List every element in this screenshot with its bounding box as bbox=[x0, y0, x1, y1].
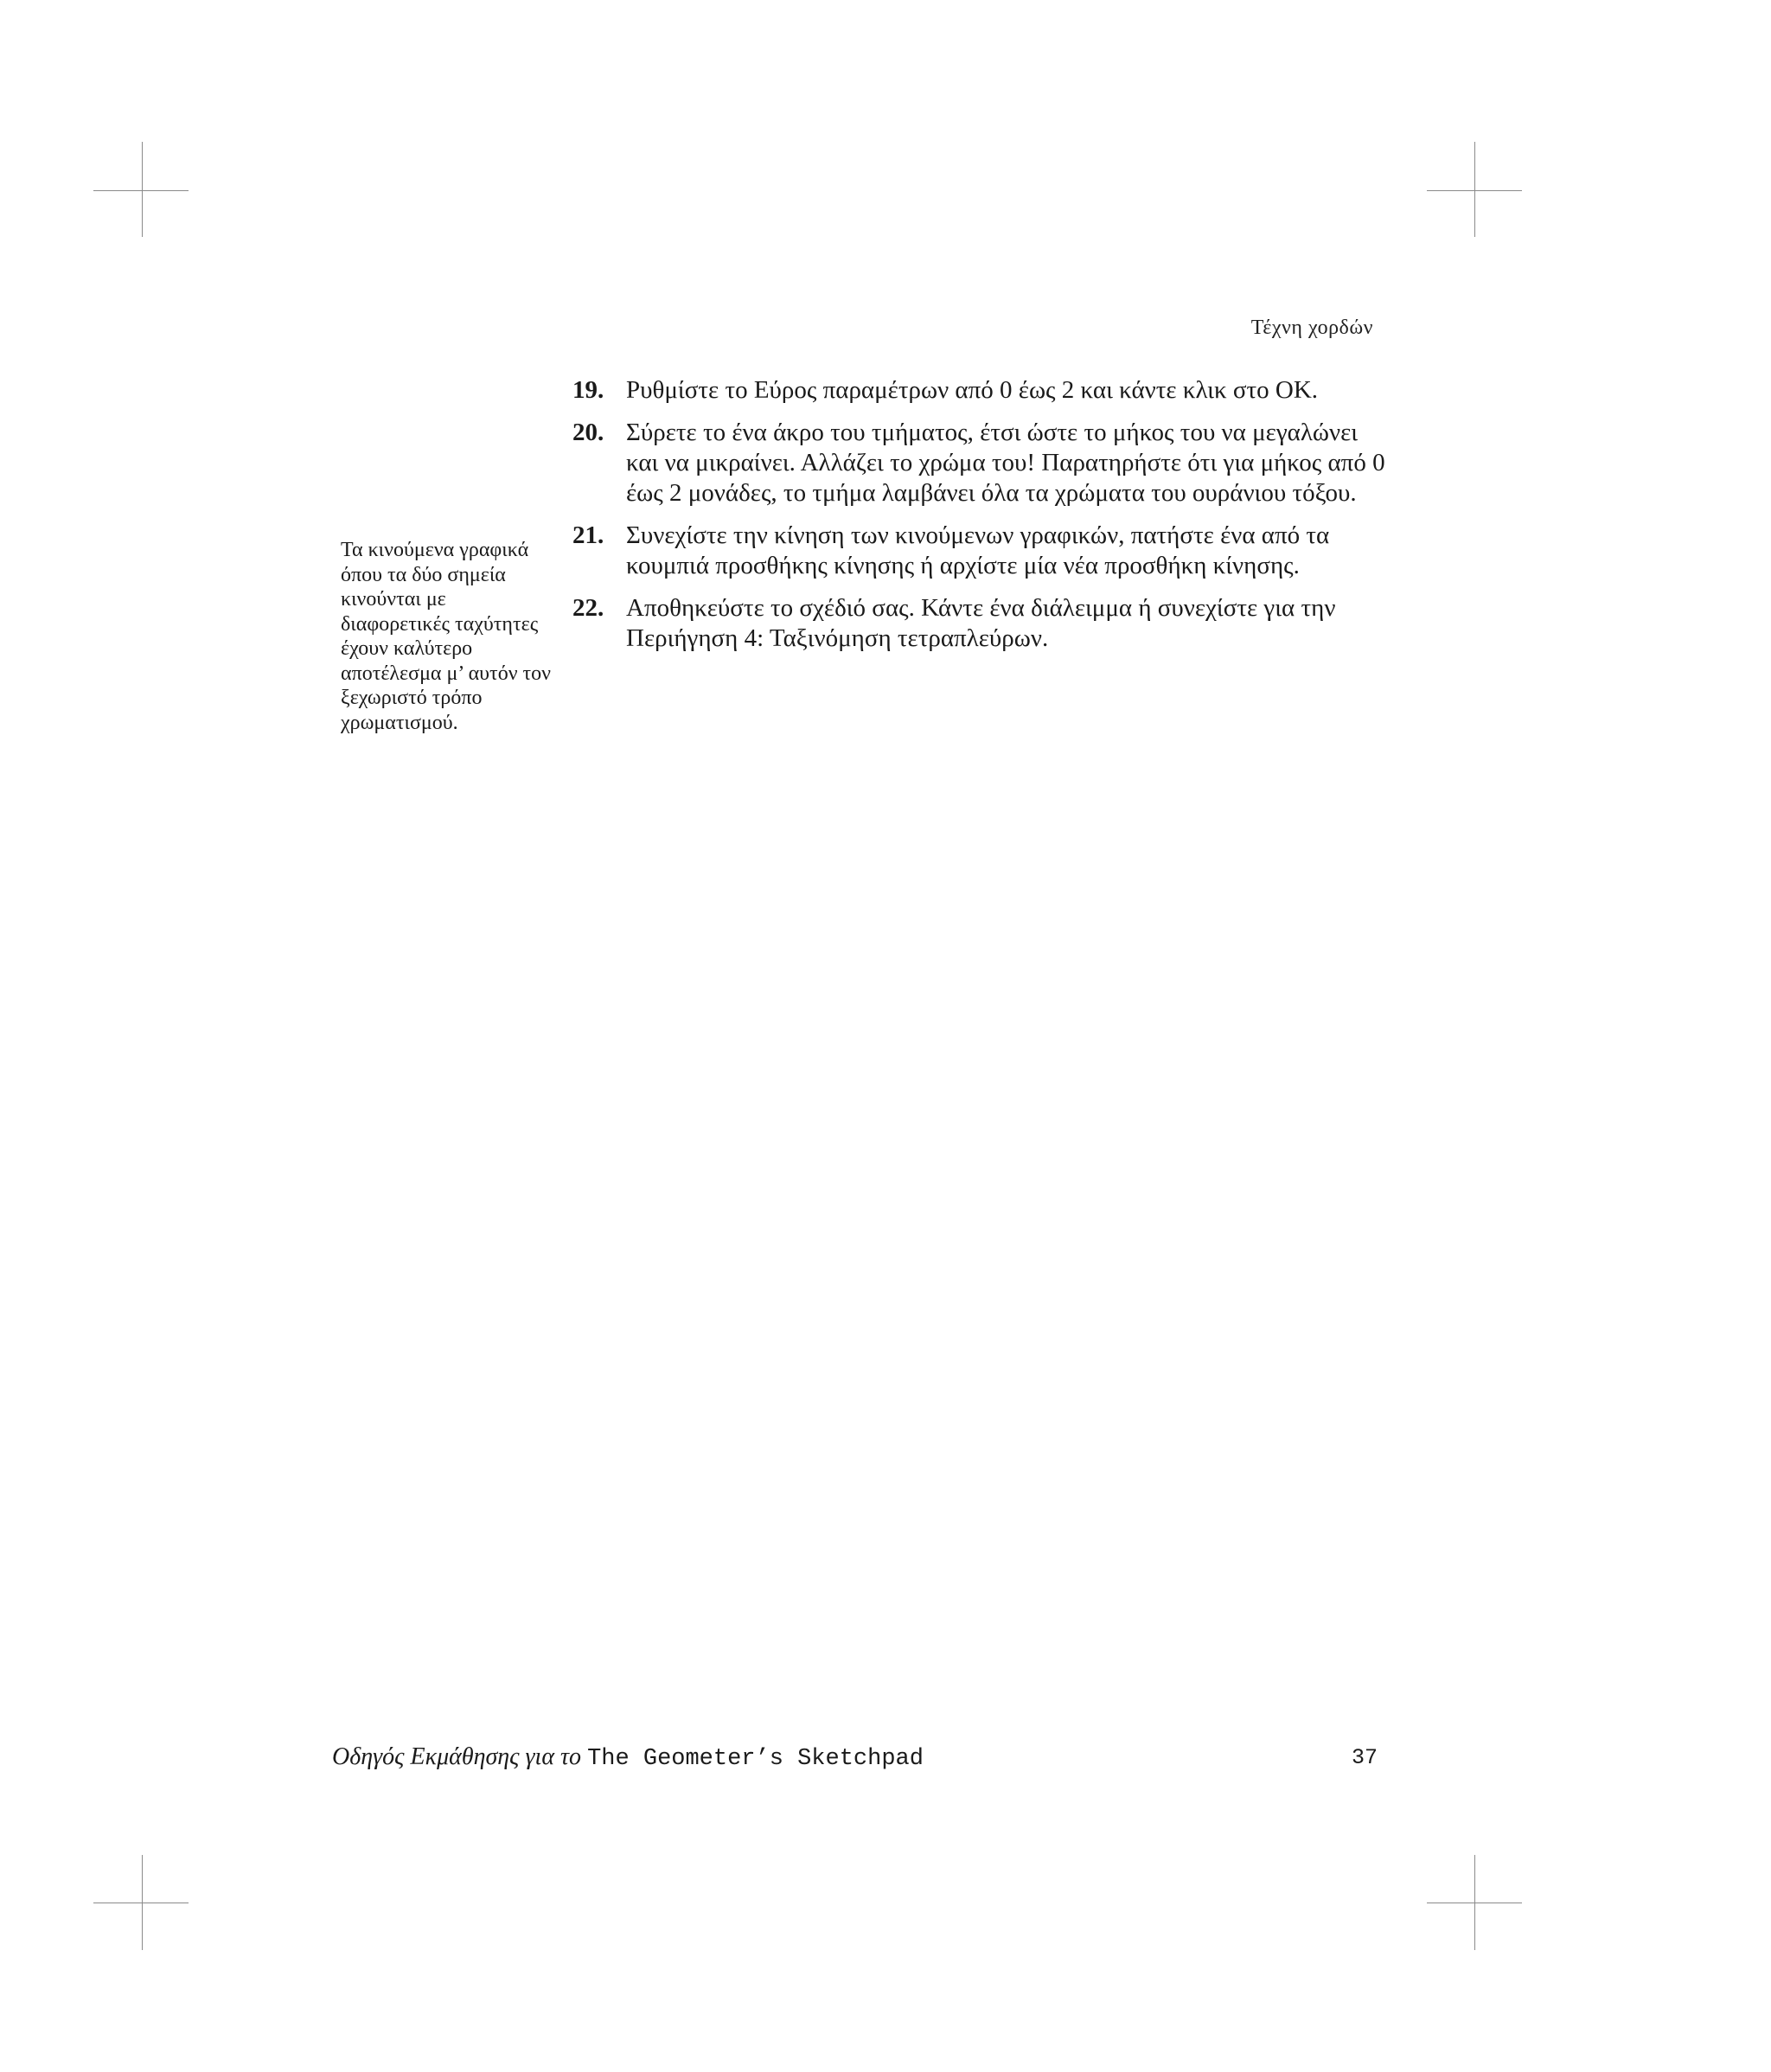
step-number: 21. bbox=[572, 521, 604, 549]
step-text: Συνεχίστε την κίνηση των κινούμενων γραφικών, πατήστε ένα από τα κουμπιά προσθήκης κίνησης ή αρχίστε μία νέα προσθήκη κίνησης. bbox=[626, 521, 1330, 579]
footer-book-title bbox=[332, 1743, 924, 1772]
crop-mark-bottom-left-vertical bbox=[142, 1855, 143, 1950]
step-item bbox=[572, 521, 1385, 581]
crop-mark-top-left-horizontal bbox=[93, 190, 189, 191]
step-text: Σύρετε το ένα άκρο του τμήματος, έτσι ώστε το μήκος του να μεγαλώνει και να μικραίνει. Αλλάζει το χρώμα του! Παρατηρήστε ότι για μήκος από 0 έως 2 μονάδες, το τμήμα λαμβάνει όλα τα χρώματα του ουράνιου τόξου. bbox=[626, 419, 1385, 507]
footer-title-product: The Geometer’s Sketchpad bbox=[587, 1746, 924, 1772]
step-number: 22. bbox=[572, 594, 604, 622]
step-number: 19. bbox=[572, 376, 604, 404]
step-text: Ρυθμίστε το Εύρος παραμέτρων από 0 έως 2 και κάντε κλικ στο ΟΚ. bbox=[626, 376, 1319, 404]
running-head: Τέχνη χορδών bbox=[1250, 317, 1373, 339]
step-item bbox=[572, 375, 1385, 406]
crop-mark-bottom-right-vertical bbox=[1474, 1855, 1475, 1950]
step-item bbox=[572, 418, 1385, 508]
step-item bbox=[572, 593, 1385, 654]
page-number: 37 bbox=[1351, 1745, 1378, 1770]
margin-note: Τα κινούμενα γραφικά όπου τα δύο σημεία κινούνται με διαφορετικές ταχύτητες έχουν καλύτερο αποτέλεσμα μ’ αυτόν τον ξεχωριστό τρόπο χρωματισμού. bbox=[341, 539, 552, 734]
step-number: 20. bbox=[572, 419, 604, 446]
footer-title-italic: Οδηγός Εκμάθησης για το bbox=[332, 1743, 582, 1770]
step-text: Αποθηκεύστε το σχέδιό σας. Κάντε ένα διάλειμμα ή συνεχίστε για την Περιήγηση 4: Ταξινόμηση τετραπλεύρων. bbox=[626, 594, 1336, 652]
step-list bbox=[572, 375, 1385, 666]
crop-mark-top-right-vertical bbox=[1474, 142, 1475, 237]
crop-mark-top-left-vertical bbox=[142, 142, 143, 237]
